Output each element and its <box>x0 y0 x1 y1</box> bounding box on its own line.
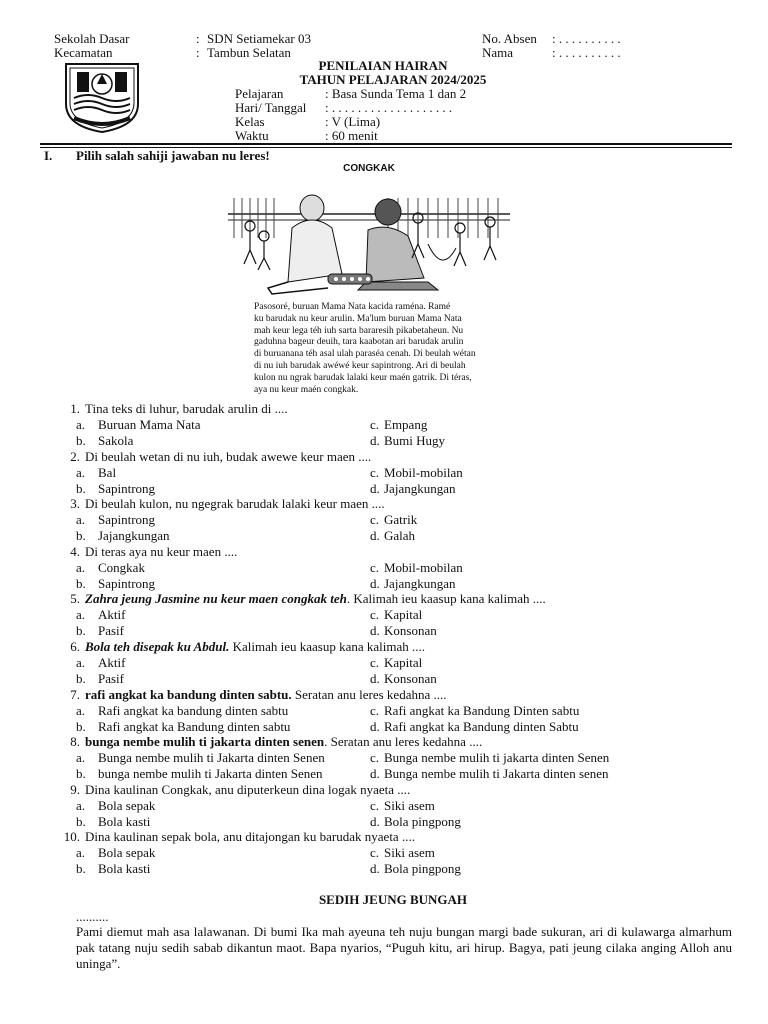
option-text: Siki asem <box>384 845 435 860</box>
question-text: Di beulah kulon, nu ngegrak barudak lalaki keur maen .... <box>85 496 385 511</box>
option-text: Bola sepak <box>98 845 156 860</box>
option-text: Congkak <box>98 560 145 575</box>
option-d[interactable] <box>370 861 461 876</box>
district-label: Kecamatan <box>54 45 113 60</box>
question-4 <box>56 544 237 559</box>
question-text: . Kalimah ieu kaasup kana kalimah .... <box>346 591 546 606</box>
option-letter: d. <box>370 481 380 496</box>
question-number: 6. <box>70 639 80 654</box>
question-emphasis: bunga nembe mulih ti jakarta dinten senen <box>85 734 325 749</box>
school-colon: : <box>196 31 200 46</box>
option-b[interactable] <box>76 766 323 781</box>
field-date-label: Hari/ Tanggal <box>235 100 307 115</box>
absen-value: : . . . . . . . . . . <box>552 31 621 46</box>
option-letter: c. <box>370 655 380 670</box>
question-text: Tina teks di luhur, barudak arulin di .... <box>85 401 288 416</box>
option-c[interactable] <box>370 607 422 622</box>
option-text: Bola kasti <box>98 814 151 829</box>
option-text: Bunga nembe mulih ti jakarta dinten Senen <box>384 750 610 765</box>
question-text: Di beulah wetan di nu iuh, budak awewe keur maen .... <box>85 449 372 464</box>
option-letter: d. <box>370 623 380 638</box>
section-number: I. <box>44 148 53 163</box>
option-letter: c. <box>370 512 380 527</box>
option-d[interactable] <box>370 623 437 638</box>
school-label: Sekolah Dasar <box>54 31 130 46</box>
option-letter: d. <box>370 861 380 876</box>
option-text: bunga nembe mulih ti Jakarta dinten Senen <box>98 766 323 781</box>
option-text: Empang <box>384 417 428 432</box>
option-letter: b. <box>76 814 86 829</box>
option-c[interactable] <box>370 560 463 575</box>
option-letter: d. <box>370 433 380 448</box>
option-b[interactable] <box>76 528 169 543</box>
story-title: SEDIH JEUNG BUNGAH <box>318 892 468 907</box>
option-text: Kapital <box>384 607 423 622</box>
option-letter: a. <box>76 607 86 622</box>
district-colon: : <box>196 45 200 60</box>
option-text: Mobil-mobilan <box>384 560 463 575</box>
option-a[interactable] <box>76 703 288 718</box>
question-number: 8. <box>70 734 80 749</box>
question-10 <box>56 829 415 844</box>
option-letter: c. <box>370 703 380 718</box>
option-letter: d. <box>370 576 380 591</box>
option-c[interactable] <box>370 703 579 718</box>
option-c[interactable] <box>370 798 435 813</box>
absen-label: No. Absen <box>482 31 537 46</box>
option-d[interactable] <box>370 814 461 829</box>
option-letter: b. <box>76 576 86 591</box>
option-c[interactable] <box>370 465 463 480</box>
option-letter: b. <box>76 861 86 876</box>
question-number: 3. <box>70 496 80 511</box>
question-number: 4. <box>70 544 80 559</box>
option-d[interactable] <box>370 671 437 686</box>
option-text: Sakola <box>98 433 134 448</box>
question-8 <box>56 734 482 749</box>
option-letter: b. <box>76 671 86 686</box>
question-number: 5. <box>70 591 80 606</box>
option-text: Konsonan <box>384 623 437 638</box>
nama-value: : . . . . . . . . . . <box>552 45 621 60</box>
option-letter: c. <box>370 465 380 480</box>
option-letter: d. <box>370 814 380 829</box>
option-letter: b. <box>76 719 86 734</box>
option-text: Bola sepak <box>98 798 156 813</box>
question-text: Kalimah ieu kaasup kana kalimah .... <box>229 639 426 654</box>
option-b[interactable] <box>76 814 150 829</box>
option-letter: b. <box>76 766 86 781</box>
option-text: Sapintrong <box>98 512 156 527</box>
option-text: Konsonan <box>384 671 437 686</box>
option-a[interactable] <box>76 798 155 813</box>
header-rule-thick <box>40 143 732 145</box>
field-waktu-value: : 60 menit <box>325 128 378 143</box>
option-text: Galah <box>384 528 416 543</box>
option-text: Kapital <box>384 655 423 670</box>
option-letter: c. <box>370 560 380 575</box>
school-value: SDN Setiamekar 03 <box>207 31 311 46</box>
option-letter: a. <box>76 703 86 718</box>
option-text: Pasif <box>98 671 124 686</box>
district-value: Tambun Selatan <box>207 45 291 60</box>
option-text: Jajangkungan <box>384 576 456 591</box>
illustration-caption: Pasosoré, buruan Mama Nata kacida raména. Ramé ku barudak nu keur arulin. Ma'lum buruan Mama Nata mah keur lega téh iuh sarta bararesih pikabetaheun. Nu gaduhna bageur deuih, tara kaabotan ari barudak arulin di buruanana téh asal ulah paraséa cenah. Di beulah wétan di nu iuh barudak awéwé keur sapintrong. Ari di beulah kulon nu ngrak barudak lalaki keur maén gatrik. Di téras, aya nu keur maén congkak. <box>254 302 476 395</box>
option-letter: a. <box>76 845 86 860</box>
question-text: Seratan anu leres kedahna .... <box>291 687 447 702</box>
option-c[interactable] <box>370 750 609 765</box>
option-text: Pasif <box>98 623 124 638</box>
option-text: Bumi Hugy <box>384 433 446 448</box>
question-1 <box>56 401 288 416</box>
question-5 <box>56 591 546 606</box>
exam-year: TAHUN PELAJARAN 2024/2025 <box>299 72 487 87</box>
option-letter: c. <box>370 417 380 432</box>
option-b[interactable] <box>76 671 124 686</box>
option-letter: a. <box>76 750 86 765</box>
field-date-value: : . . . . . . . . . . . . . . . . . . . <box>325 100 453 115</box>
question-emphasis: rafi angkat ka bandung dinten sabtu. <box>85 687 292 702</box>
option-text: Rafi angkat ka bandung dinten sabtu <box>98 703 289 718</box>
option-letter: a. <box>76 560 86 575</box>
option-text: Jajangkungan <box>384 481 456 496</box>
question-text: Dina kaulinan Congkak, anu diputerkeun dina logak nyaeta .... <box>85 782 411 797</box>
question-9 <box>56 782 410 797</box>
question-2 <box>56 449 371 464</box>
option-letter: b. <box>76 623 86 638</box>
option-text: Aktif <box>98 655 126 670</box>
option-letter: d. <box>370 671 380 686</box>
option-letter: d. <box>370 766 380 781</box>
option-a[interactable] <box>76 512 155 527</box>
option-c[interactable] <box>370 845 435 860</box>
option-a[interactable] <box>76 750 325 765</box>
option-b[interactable] <box>76 719 290 734</box>
field-kelas-label: Kelas <box>235 114 265 129</box>
option-a[interactable] <box>76 607 125 622</box>
question-emphasis: Bola teh disepak ku Abdul. <box>85 639 230 654</box>
option-text: Bola pingpong <box>384 861 461 876</box>
option-d[interactable] <box>370 576 455 591</box>
option-b[interactable] <box>76 623 124 638</box>
section-title: Pilih salah sahiji jawaban nu leres! <box>76 148 270 163</box>
option-text: Bal <box>98 465 117 480</box>
option-letter: d. <box>370 719 380 734</box>
option-d[interactable] <box>370 481 455 496</box>
story-dots: .......... <box>76 909 109 924</box>
option-d[interactable] <box>370 528 415 543</box>
illustration-title: CONGKAK <box>343 163 395 174</box>
question-number: 10. <box>63 829 80 844</box>
option-text: Sapintrong <box>98 576 156 591</box>
option-letter: b. <box>76 433 86 448</box>
option-letter: a. <box>76 417 86 432</box>
option-text: Aktif <box>98 607 126 622</box>
option-a[interactable] <box>76 560 145 575</box>
option-d[interactable] <box>370 719 579 734</box>
option-b[interactable] <box>76 481 155 496</box>
option-c[interactable] <box>370 417 427 432</box>
option-letter: c. <box>370 798 380 813</box>
option-text: Sapintrong <box>98 481 156 496</box>
question-number: 1. <box>70 401 80 416</box>
congkak-illustration <box>228 162 510 398</box>
option-letter: c. <box>370 845 380 860</box>
option-text: Rafi angkat ka Bandung dinten sabtu <box>98 719 291 734</box>
question-number: 2. <box>70 449 80 464</box>
option-text: Rafi angkat ka Bandung Dinten sabtu <box>384 703 580 718</box>
option-text: Jajangkungan <box>98 528 170 543</box>
option-letter: a. <box>76 798 86 813</box>
option-a[interactable] <box>76 845 155 860</box>
option-text: Siki asem <box>384 798 435 813</box>
field-pelajaran-label: Pelajaran <box>235 86 284 101</box>
option-d[interactable] <box>370 766 609 781</box>
option-letter: b. <box>76 481 86 496</box>
option-b[interactable] <box>76 861 150 876</box>
question-number: 9. <box>70 782 80 797</box>
option-a[interactable] <box>76 417 201 432</box>
option-text: Gatrik <box>384 512 418 527</box>
option-c[interactable] <box>370 512 417 527</box>
option-text: Bunga nembe mulih ti Jakarta dinten senen <box>384 766 609 781</box>
field-waktu-label: Waktu <box>235 128 269 143</box>
question-number: 7. <box>70 687 80 702</box>
option-c[interactable] <box>370 655 422 670</box>
story-paragraph: Pami diemut mah asa lalawanan. Di bumi Ika mah ayeuna teh nuju bungan margi bade sukuran, ari di kulawarga almarhum pak tatang nuju sedih sabab dikantun maot. Bapa nyarios, “Puguh kitu, ari hirup. Bagya, pati jeung cilaka anging Alloh anu uninga”. <box>76 924 732 971</box>
field-kelas-value: : V (Lima) <box>325 114 381 129</box>
question-text: Di teras aya nu keur maen .... <box>85 544 238 559</box>
exam-title: PENILAIAN HAIRAN <box>318 58 448 73</box>
question-6 <box>56 639 425 654</box>
option-b[interactable] <box>76 576 155 591</box>
option-b[interactable] <box>76 433 133 448</box>
option-letter: c. <box>370 607 380 622</box>
school-logo <box>60 60 144 134</box>
question-text: Dina kaulinan sepak bola, anu ditajongan ku barudak nyaeta .... <box>85 829 415 844</box>
nama-label: Nama <box>482 45 514 60</box>
option-letter: a. <box>76 655 86 670</box>
option-letter: b. <box>76 528 86 543</box>
option-d[interactable] <box>370 433 445 448</box>
option-letter: a. <box>76 512 86 527</box>
option-a[interactable] <box>76 465 116 480</box>
option-a[interactable] <box>76 655 125 670</box>
option-letter: a. <box>76 465 86 480</box>
option-text: Bola pingpong <box>384 814 461 829</box>
playing-children-drawing <box>228 178 510 306</box>
option-letter: d. <box>370 528 380 543</box>
question-7 <box>56 687 447 702</box>
option-text: Mobil-mobilan <box>384 465 463 480</box>
question-3 <box>56 496 385 511</box>
question-emphasis: Zahra jeung Jasmine nu keur maen congkak teh <box>85 591 347 606</box>
field-pelajaran-value: : Basa Sunda Tema 1 dan 2 <box>325 86 467 101</box>
option-letter: c. <box>370 750 380 765</box>
question-text: . Seratan anu leres kedahna .... <box>324 734 483 749</box>
option-text: Rafi angkat ka Bandung dinten Sabtu <box>384 719 579 734</box>
option-text: Bola kasti <box>98 861 151 876</box>
option-text: Bunga nembe mulih ti Jakarta dinten Senen <box>98 750 325 765</box>
option-text: Buruan Mama Nata <box>98 417 201 432</box>
